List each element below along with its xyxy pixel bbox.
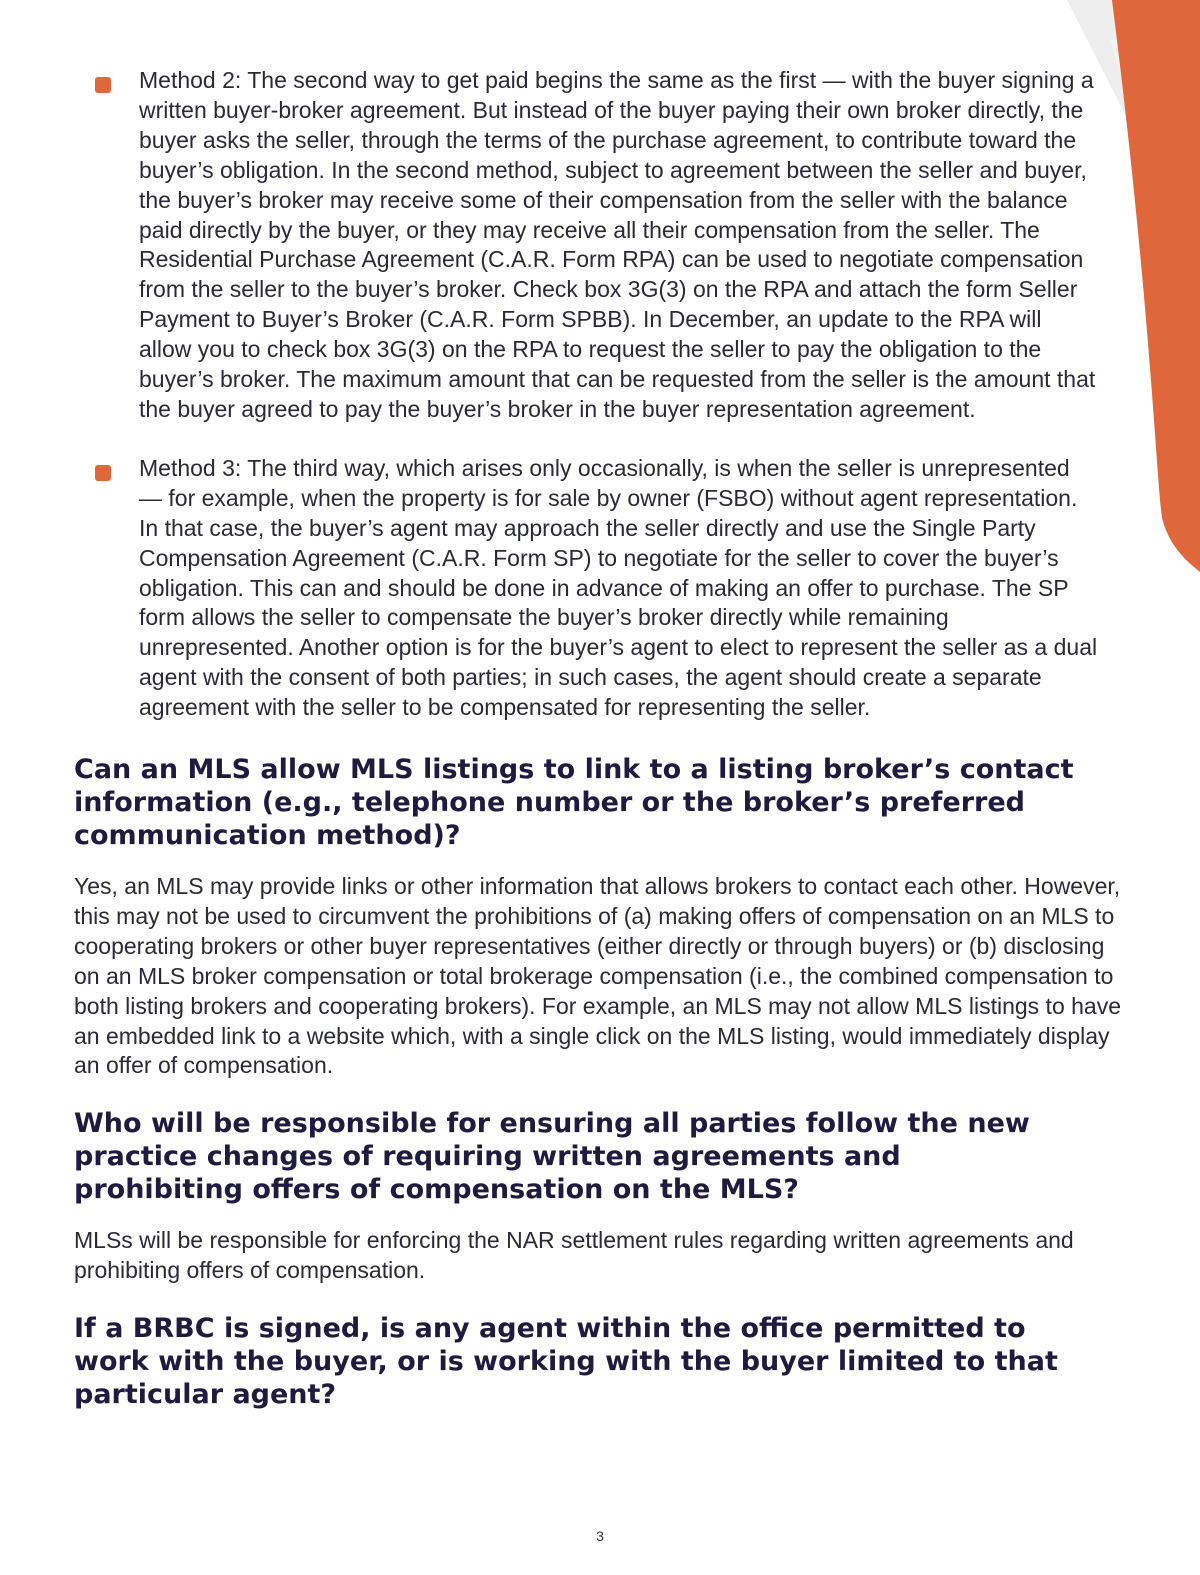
page-content — [74, 66, 1124, 1411]
bullet-method-2 — [74, 66, 1099, 425]
section-heading-brbc: If a BRBC is signed, is any agent within the office permitted to work with the buyer, or is working with the buyer limited to that particular agent? — [74, 1313, 1058, 1411]
bullet-method-3 — [74, 454, 1099, 723]
bullet-text: Method 2: The second way to get paid begins the same as the first — with the buyer signing a written buyer-broker agreement. But instead of the buyer paying their own broker directly, the buyer asks the seller, through the terms of the purchase agreement, to contribute toward the buyer’s obligation. In the second method, subject to agreement between the seller and buyer, the buyer’s broker may receive some of their compensation from the seller with the balance paid directly by the buyer, or they may receive all their compensation from the seller. The Residential Purchase Agreement (C.A.R. Form RPA) can be used to negotiate compensation from the seller to the buyer’s broker. Check box 3G(3) on the RPA and attach the form Seller Payment to Buyer’s Broker (C.A.R. Form SPBB). In December, an update to the RPA will allow you to check box 3G(3) on the RPA to request the seller to pay the obligation to the buyer’s broker. The maximum amount that can be requested from the seller is the amount that the buyer agreed to pay the buyer’s broker in the buyer representation agreement. — [139, 67, 1096, 422]
section-body-mls-links: Yes, an MLS may provide links or other information that allows brokers to contact each other. However, this may not be used to circumvent the prohibitions of (a) making offers of compensation on an MLS to cooperating brokers or other buyer representatives (either directly or through buyers) or (b) disclosing on an MLS broker compensation or total brokerage compensation (i.e., the combined compensation to both listing brokers and cooperating brokers). For example, an MLS may not allow MLS listings to have an embedded link to a website which, with a single click on the MLS listing, would immediately display an offer of compensation. — [74, 873, 1122, 1079]
bullet-square-icon — [95, 77, 111, 93]
page-number: 3 — [596, 1528, 604, 1544]
section-heading-responsibility: Who will be responsible for ensuring all parties follow the new practice changes of requiring written agreements and prohibiting offers of compensation on the MLS? — [74, 1108, 1030, 1206]
bullet-text: Method 3: The third way, which arises only occasionally, is when the seller is unrepresented — for example, when the property is for sale by owner (FSBO) without agent representation. In that case, the buyer’s agent may approach the seller directly and use the Single Party Compensation Agreement (C.A.R. Form SP) to negotiate for the seller to cover the buyer’s obligation. This can and should be done in advance of making an offer to purchase. The SP form allows the seller to compensate the buyer’s broker directly while remaining unrepresented. Another option is for the buyer’s agent to elect to represent the seller as a dual agent with the consent of both parties; in such cases, the agent should create a separate agreement with the seller to be compensated for representing the seller. — [139, 454, 1098, 721]
section-heading-mls-links: Can an MLS allow MLS listings to link to a listing broker’s contact information (e.g., telephone number or the broker’s preferred communication method)? — [74, 754, 1074, 852]
bullet-square-icon — [95, 465, 111, 481]
section-body-responsibility: MLSs will be responsible for enforcing the NAR settlement rules regarding written agreements and prohibiting offers of compensation. — [74, 1227, 1074, 1284]
